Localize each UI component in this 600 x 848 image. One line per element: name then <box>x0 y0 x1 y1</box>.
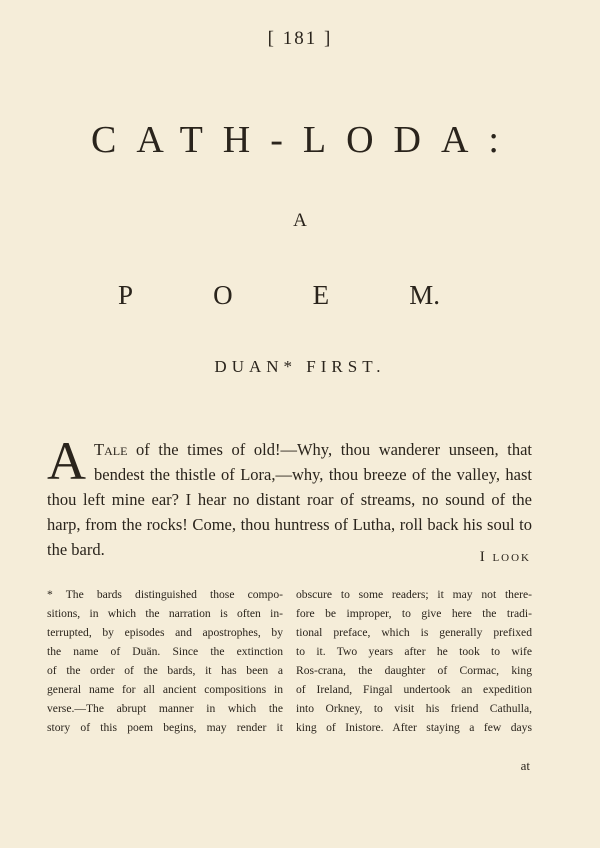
page-number: [ 181 ] <box>267 28 333 49</box>
footnote-line: story of this poem begins, may render it <box>47 721 283 734</box>
footnote-line: Ros-crana, the daughter of Cormac, king <box>296 664 532 677</box>
subtitle-letter: P <box>118 280 134 310</box>
footnote-line: into Orkney, to visit his friend Cathulla, <box>296 702 532 715</box>
catchword: I look <box>479 549 531 565</box>
footnote-line: obscure to some readers; it may not there- <box>296 588 532 601</box>
footnote-line: * The bards distinguished those compo- <box>47 588 283 601</box>
subtitle-letter: E <box>312 280 330 310</box>
footnote-line: terrupted, by episodes and apostrophes, by <box>47 626 283 639</box>
subtitle-letter: O <box>213 280 233 310</box>
bottom-catchword: at <box>520 758 530 773</box>
footnote-line: tional preface, which is generally prefixed <box>296 626 532 639</box>
poem-body <box>47 431 532 562</box>
title-article: A <box>293 210 307 231</box>
poem-title: CATH-LODA: <box>91 119 519 161</box>
footnote-line: fore be improper, to give here the tradi- <box>296 607 532 620</box>
subtitle-letter: M. <box>409 280 440 310</box>
footnote-column-left <box>47 585 283 737</box>
footnote-line: sitions, in which the narration is often in- <box>47 607 283 620</box>
drop-cap: A <box>47 431 86 491</box>
footnote-line: of the order of the bards, it has been a <box>47 664 283 677</box>
footnote-column-right <box>296 585 532 737</box>
footnote-line: to it. Two years after he took to wife <box>296 645 532 658</box>
footnote-line: the name of Duän. Since the extinction <box>47 645 283 658</box>
footnote-line: king of Inistore. After staying a few days <box>296 721 532 734</box>
body-text: of the times of old!—Why, thou wanderer unseen, that bendest the thistle of Lora,—why, thou breeze of the valley, hast thou left mine ear? I hear no distant roar of streams, no sound of the harp, from the rocks! Come, thou huntress of Lutha, roll back his soul to the bard. <box>47 440 532 559</box>
section-heading: DUAN* FIRST. <box>214 357 386 376</box>
footnote-line: of Ireland, Fingal undertook an expedition <box>296 683 532 696</box>
footnote-line: general name for all ancient compositions in <box>47 683 283 696</box>
poem-subtitle <box>118 280 440 311</box>
lead-word: Tale <box>94 440 128 459</box>
footnotes <box>47 585 532 737</box>
footnote-line: verse.—The abrupt manner in which the <box>47 702 283 715</box>
